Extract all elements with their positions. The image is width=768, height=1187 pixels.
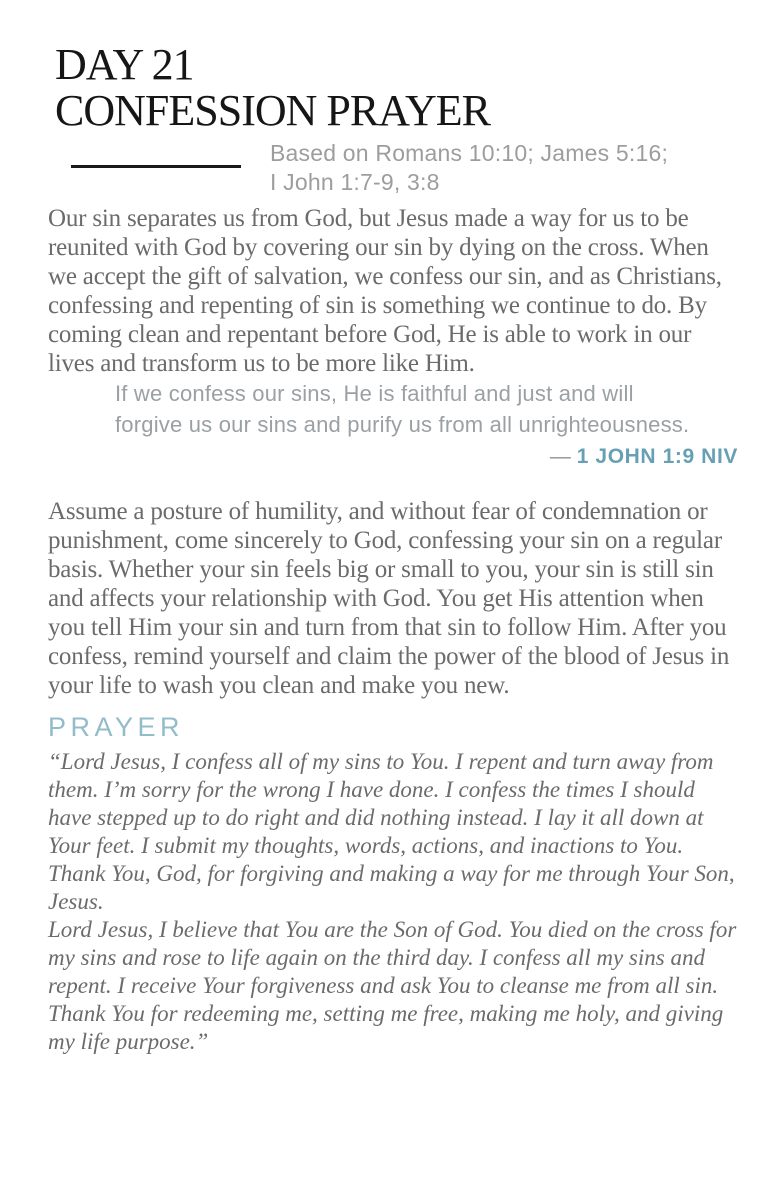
scripture-reference-line-2: I John 1:7-9, 3:8 [270,169,440,195]
title-underline-rule [71,165,241,168]
page-title-day: DAY 21 [55,40,194,89]
attribution-dash: — [549,445,571,468]
verse-quote [48,378,738,471]
verse-text-line-2: forgive us our sins and purify us from all unrighteousness. [115,412,690,437]
verse-attribution [115,443,738,471]
scripture-reference-line-1: Based on Romans 10:10; James 5:16; [270,140,669,166]
verse-text-line-1: If we confess our sins, He is faithful and just and will [115,381,634,406]
prayer-paragraph-2: Lord Jesus, I believe that You are the Son of God. You died on the cross for my sins and rose to life again on the third day. I confess all my sins and repent. I receive Your forgiveness and ask You to cleanse me from all sin. Thank You for redeeming me, setting me free, making me holy, and giving my life purpose.” [48,917,737,1054]
page-title [55,42,490,134]
page-content [48,204,738,1056]
intro-paragraph-1: Our sin separates us from God, but Jesus made a way for us to be reunited with God by covering our sin by dying on the cross. When we accept the gift of salvation, we confess our sin, and as Christians, confessing and repenting of sin is something we continue to do. By coming clean and repentant before God, He is able to work in our lives and transform us to be more like Him. [48,205,722,377]
attribution-reference: 1 JOHN 1:9 NIV [576,445,738,468]
scripture-references [270,139,668,197]
intro-paragraph-2: Assume a posture of humility, and without fear of condemnation or punishment, come sincerely to God, confessing your sin on a regular basis. Whether your sin feels big or small to you, your sin is still sin and affects your relationship with God. You get His attention when you tell Him your sin and turn from that sin to follow Him. After you confess, remind yourself and claim the power of the blood of Jesus in your life to wash you clean and make you new. [48,498,730,699]
page-title-name: CONFESSION PRAYER [55,86,490,135]
prayer-paragraph-1: “Lord Jesus, I confess all of my sins to You. I repent and turn away from them. I’m sorry for the wrong I have done. I confess the times I should have stepped up to do right and did nothing instead. I lay it all down at Your feet. I submit my thoughts, words, actions, and inactions to You. Thank You, God, for forgiving and making a way for me through Your Son, Jesus. [48,749,735,914]
prayer-heading: PRAYER [48,712,185,742]
